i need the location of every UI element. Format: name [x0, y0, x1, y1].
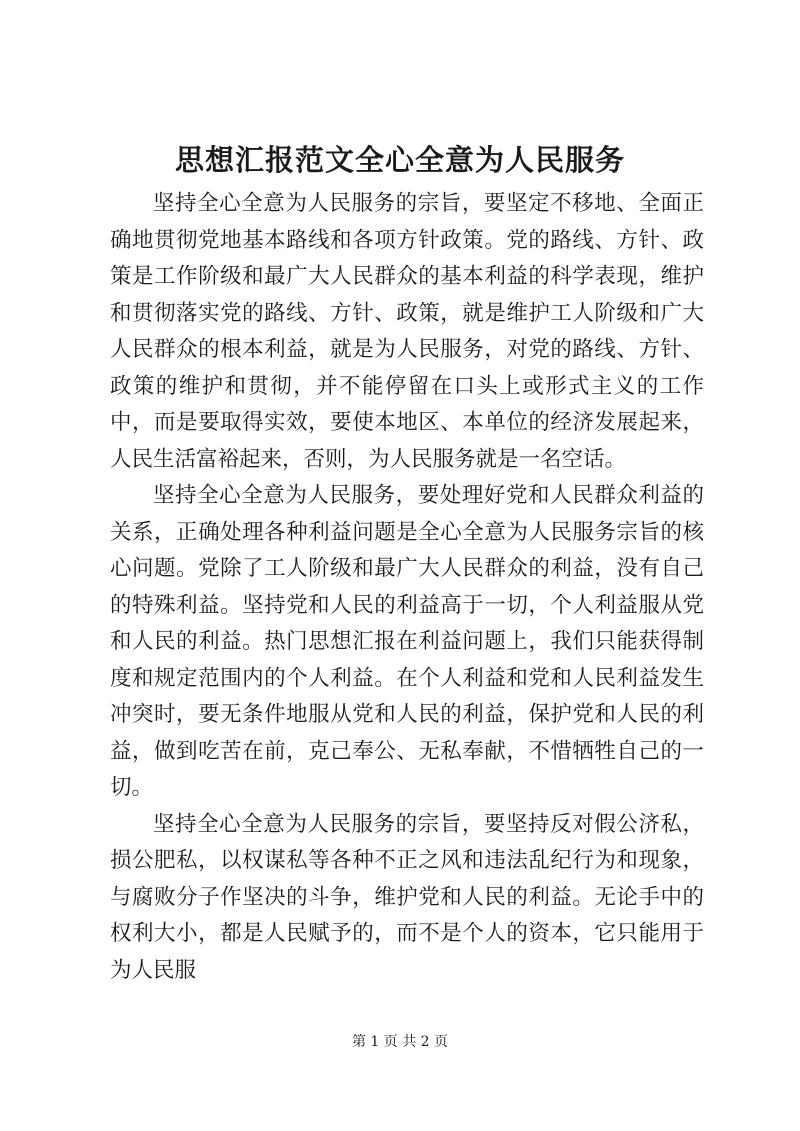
paragraph-3: 坚持全心全意为人民服务的宗旨，要坚持反对假公济私，损公肥私，以权谋私等各种不正之风和违法乱纪行为和现象，与腐败分子作坚决的斗争，维护党和人民的利益。无论手中的权利大小，都是人民赋予的，而不是个人的资本，它只能用于为人民服	[110, 811, 704, 983]
document-title: 思想汇报范文全心全意为人民服务	[174, 143, 625, 177]
paragraph-1: 坚持全心全意为人民服务的宗旨，要坚定不移地、全面正确地贯彻党地基本路线和各项方针政策。党的路线、方针、政策是工作阶级和最广大人民群众的基本利益的科学表现，维护和贯彻落实党的路线、方针、政策，就是维护工人阶级和广大人民群众的根本利益，就是为人民服务，对党的路线、方针、政策的维护和贯彻，并不能停留在口头上或形式主义的工作中，而是要取得实效，要使本地区、本单位的经济发展起来，人民生活富裕起来，否则，为人民服务就是一名空话。	[110, 191, 704, 472]
document-body	[110, 186, 704, 989]
paragraph-2: 坚持全心全意为人民服务，要处理好党和人民群众利益的关系，正确处理各种利益问题是全心全意为人民服务宗旨的核心问题。党除了工人阶级和最广大人民群众的利益，没有自己的特殊利益。坚持党和人民的利益高于一切，个人利益服从党和人民的利益。热门思想汇报在利益问题上，我们只能获得制度和规定范围内的个人利益。在个人利益和党和人民利益发生冲突时，要无条件地服从党和人民的利益，保护党和人民的利益，做到吃苦在前，克己奉公、无私奉献，不惜牺牲自己的一切。	[110, 483, 704, 800]
page-footer	[0, 1032, 800, 1052]
page-number-indicator: 第 1 页 共 2 页	[351, 1034, 449, 1050]
